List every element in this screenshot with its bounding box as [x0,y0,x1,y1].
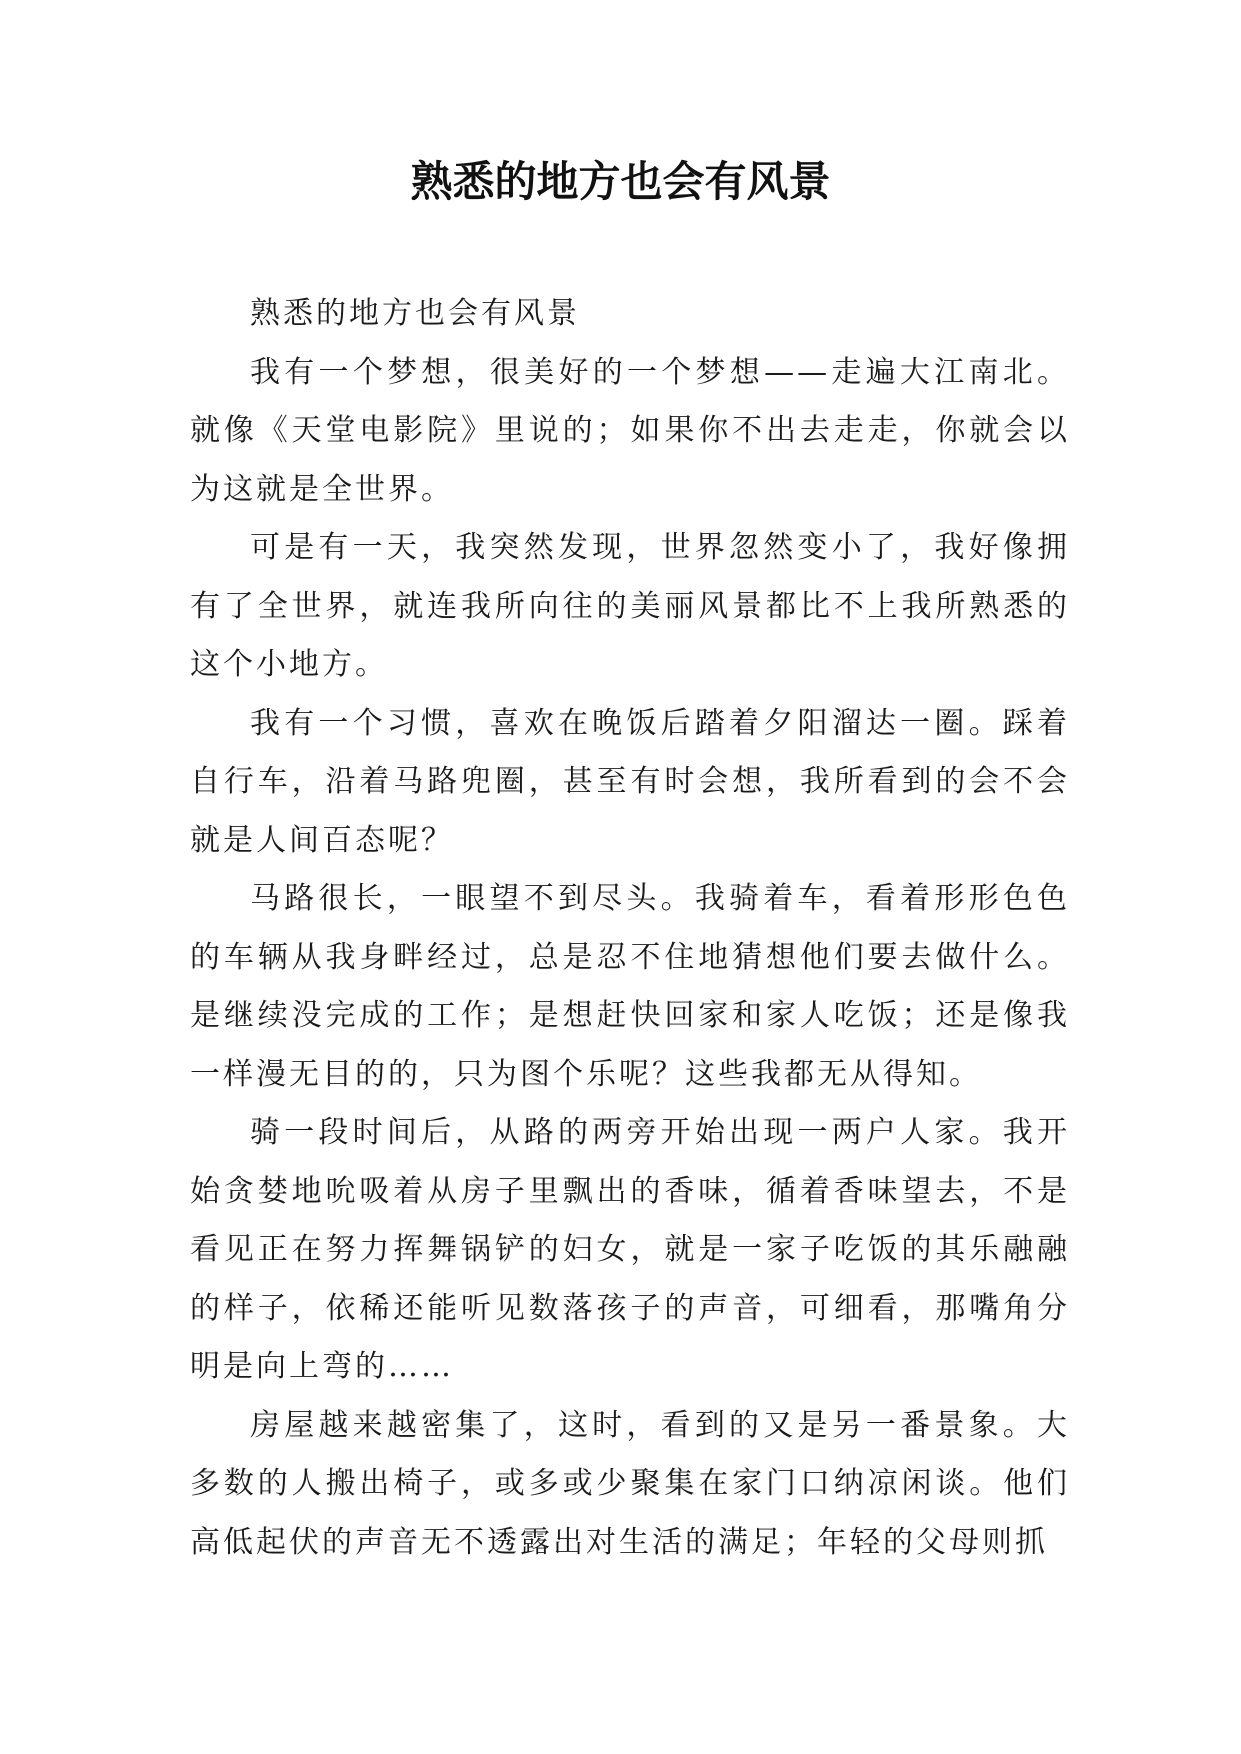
paragraph: 马路很长，一眼望不到尽头。我骑着车，看着形形色色的车辆从我身畔经过，总是忍不住地猜想他们要去做什么。是继续没完成的工作；是想赶快回家和家人吃饭；还是像我一样漫无目的的，只为图个乐呢？这些我都无从得知。 [190,881,1070,1092]
paragraph: 我有一个梦想，很美好的一个梦想——走遍大江南北。就像《天堂电影院》里说的；如果你不出去走走，你就会以为这就是全世界。 [190,354,1070,507]
paragraph: 房屋越来越密集了，这时，看到的又是另一番景象。大多数的人搬出椅子，或多或少聚集在家门口纳凉闲谈。他们高低起伏的声音无不透露出对生活的满足；年轻的父母则抓 [190,1407,1070,1560]
document-title: 熟悉的地方也会有风景 [410,157,831,206]
paragraph: 熟悉的地方也会有风景 [250,296,580,331]
document-body [190,285,1070,1572]
paragraph: 可是有一天，我突然发现，世界忽然变小了，我好像拥有了全世界，就连我所向往的美丽风景都比不上我所熟悉的这个小地方。 [190,530,1070,682]
paragraph: 骑一段时间后，从路的两旁开始出现一两户人家。我开始贪婪地吮吸着从房子里飘出的香味，循着香味望去，不是看见正在努力挥舞锅铲的妇女，就是一家子吃饭的其乐融融的样子，依稀还能听见数落孩子的声音，可细看，那嘴角分明是向上弯的…… [190,1115,1070,1384]
paragraph: 我有一个习惯，喜欢在晚饭后踏着夕阳溜达一圈。踩着自行车，沿着马路兜圈，甚至有时会想，我所看到的会不会就是人间百态呢？ [190,705,1070,858]
